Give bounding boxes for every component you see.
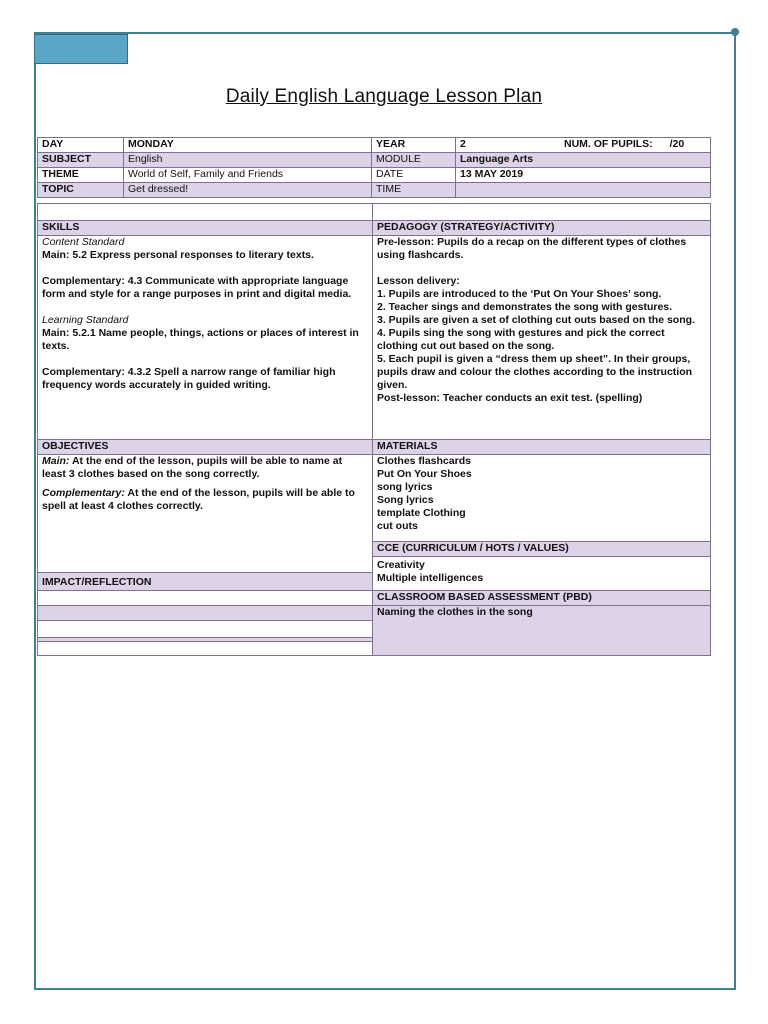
spacer-right bbox=[373, 204, 711, 221]
module-label: MODULE bbox=[372, 153, 456, 168]
time-value bbox=[456, 183, 711, 198]
content-main: Main: 5.2 Express personal responses to literary texts. bbox=[42, 249, 314, 261]
pupils-label: NUM. OF PUPILS: bbox=[564, 138, 653, 150]
skills-cell bbox=[38, 236, 373, 440]
impact-row-1 bbox=[38, 591, 373, 606]
objectives-header: OBJECTIVES bbox=[38, 440, 373, 455]
material-item: Put On Your Shoes bbox=[377, 468, 472, 480]
day-label: DAY bbox=[38, 138, 124, 153]
day-value: MONDAY bbox=[124, 138, 372, 153]
material-item: Song lyrics bbox=[377, 494, 434, 506]
year-cell bbox=[456, 138, 711, 153]
main-table bbox=[37, 203, 711, 656]
pedagogy-header: PEDAGOGY (STRATEGY/ACTIVITY) bbox=[373, 221, 711, 236]
corner-dot bbox=[731, 28, 739, 36]
theme-value: World of Self, Family and Friends bbox=[124, 168, 372, 183]
info-table bbox=[37, 137, 711, 198]
cce-cell bbox=[373, 557, 711, 591]
skills-header: SKILLS bbox=[38, 221, 373, 236]
time-label: TIME bbox=[372, 183, 456, 198]
objectives-comp-text: At the end of the lesson, pupils will be able to spell at least 4 clothes correctly. bbox=[42, 487, 355, 512]
materials-header: MATERIALS bbox=[373, 440, 711, 455]
document-title: Daily English Language Lesson Plan bbox=[225, 86, 543, 107]
impact-row-2 bbox=[38, 606, 373, 621]
subject-label: SUBJECT bbox=[38, 153, 124, 168]
step-5: 5. Each pupil is given a “dress them up sheet”. In their groups, pupils draw and colour the clothes according to the instruction given. bbox=[377, 353, 693, 391]
assessment-text: Naming the clothes in the song bbox=[377, 606, 533, 618]
assessment-cell bbox=[373, 606, 711, 656]
objectives-cell bbox=[38, 455, 373, 573]
step-3: 3. Pupils are given a set of clothing cut outs based on the song. bbox=[377, 314, 695, 326]
module-value: Language Arts bbox=[456, 153, 711, 168]
impact-row-3 bbox=[38, 621, 373, 638]
cce-item: Multiple intelligences bbox=[377, 572, 484, 584]
step-2: 2. Teacher sings and demonstrates the song with gestures. bbox=[377, 301, 673, 313]
spacer-left bbox=[38, 204, 373, 221]
assessment-header: CLASSROOM BASED ASSESSMENT (PBD) bbox=[373, 591, 711, 606]
cce-header: CCE (CURRICULUM / HOTS / VALUES) bbox=[373, 542, 711, 557]
date-value: 13 MAY 2019 bbox=[456, 168, 711, 183]
delivery-label: Lesson delivery: bbox=[377, 275, 460, 287]
learning-standard-label: Learning Standard bbox=[42, 314, 129, 326]
material-item: template Clothing bbox=[377, 507, 466, 519]
corner-tab bbox=[34, 34, 128, 64]
material-item: cut outs bbox=[377, 520, 418, 532]
post-lesson: Post-lesson: Teacher conducts an exit test. (spelling) bbox=[377, 392, 643, 404]
material-item: song lyrics bbox=[377, 481, 433, 493]
impact-row-5 bbox=[38, 642, 373, 656]
cce-item: Creativity bbox=[377, 559, 425, 571]
objectives-main-text: At the end of the lesson, pupils will be able to name at least 3 clothes based on the song correctly. bbox=[42, 455, 343, 480]
pedagogy-cell bbox=[373, 236, 711, 440]
material-item: Clothes flashcards bbox=[377, 455, 471, 467]
content-complementary: Complementary: 4.3 Communicate with appropriate language form and style for a range purposes in print and digital media. bbox=[42, 275, 352, 300]
impact-header: IMPACT/REFLECTION bbox=[38, 573, 373, 591]
topic-value: Get dressed! bbox=[124, 183, 372, 198]
theme-label: THEME bbox=[38, 168, 124, 183]
year-value: 2 bbox=[460, 138, 466, 150]
materials-cell bbox=[373, 455, 711, 542]
subject-value: English bbox=[124, 153, 372, 168]
year-label: YEAR bbox=[372, 138, 456, 153]
date-label: DATE bbox=[372, 168, 456, 183]
pupils-value: /20 bbox=[669, 138, 685, 150]
step-4: 4. Pupils sing the song with gestures and pick the correct clothing cut out based on the song. bbox=[377, 327, 665, 352]
objectives-main-label: Main: bbox=[42, 455, 70, 467]
step-1: 1. Pupils are introduced to the ‘Put On Your Shoes’ song. bbox=[377, 288, 662, 300]
pre-lesson: Pre-lesson: Pupils do a recap on the different types of clothes using flashcards. bbox=[377, 236, 687, 261]
objectives-comp-label: Complementary: bbox=[42, 487, 125, 499]
learning-main: Main: 5.2.1 Name people, things, actions or places of interest in texts. bbox=[42, 327, 359, 352]
topic-label: TOPIC bbox=[38, 183, 124, 198]
learning-complementary: Complementary: 4.3.2 Spell a narrow range of familiar high frequency words accurately in guided writing. bbox=[42, 366, 336, 391]
content-standard-label: Content Standard bbox=[42, 236, 125, 248]
